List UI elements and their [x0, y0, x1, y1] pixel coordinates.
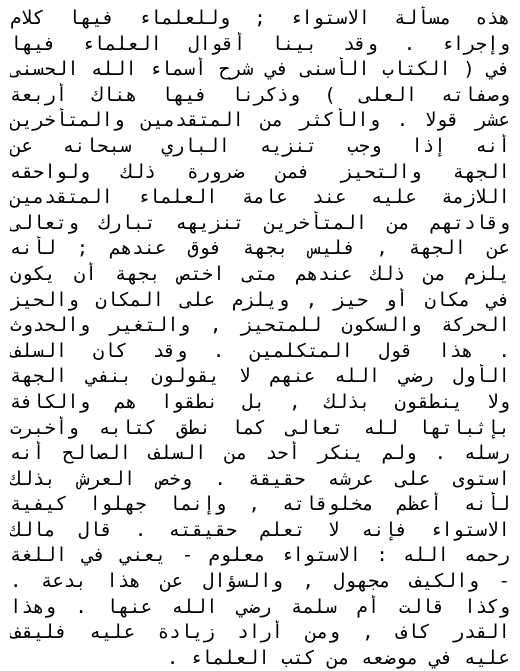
text-line-13: الحركة والسكون للمتحيز , والتغير والحدوث — [10, 314, 510, 337]
text-line-19: استوى على عرشه حقيقة . وخص العرش بذلك — [10, 467, 510, 490]
text-line-11: يلزم من ذلك عندهم متى اختص بجهة أن يكون — [10, 262, 510, 285]
text-line-1: هذه مسألة الاستواء ; وللعلماء فيها كلام — [10, 7, 510, 29]
text-line-22: رحمه الله : الاستواء معلوم - يعني في اللغة — [10, 544, 510, 567]
text-line-12: في مكان أو حيز , ويلزم على المكان والحيز — [10, 288, 510, 311]
text-line-17: بإثباتها لله تعالى كما نطق كتابه وأخبرت — [10, 416, 510, 439]
arabic-text-body — [10, 6, 510, 671]
text-line-20: لأنه أعظم مخلوقاته , وإنما جهلوا كيفية — [10, 493, 510, 516]
text-line-8: اللازمة عليه عند عامة العلماء المتقدمين — [10, 186, 510, 209]
text-line-16: ولا ينطقون بذلك , بل نطقوا هم والكافة — [10, 390, 510, 413]
text-line-2: وإجراء . وقد بينا أقوال العلماء فيها — [10, 32, 510, 55]
text-line-23: - والكيف مجهول , والسؤال عن هذا بدعة . — [10, 570, 510, 593]
text-line-26: عليه في موضعه من كتب العلماء . — [166, 646, 510, 669]
text-line-15: الأول رضي الله عنهم لا يقولون بنفي الجهة — [10, 365, 510, 388]
text-line-9: وقادتهم من المتأخرين تنزيهه تبارك وتعالى — [10, 211, 510, 234]
text-line-3: في ( الكتاب الأسنى في شرح أسماء الله الحسنى — [10, 58, 510, 81]
text-line-21: الاستواء فإنه لا تعلم حقيقته . قال مالك — [10, 518, 510, 541]
text-line-6: أنه إذا وجب تنزيه الباري سبحانه عن — [10, 134, 510, 157]
text-line-10: عن الجهة , فليس بجهة فوق عندهم ; لأنه — [10, 237, 510, 260]
text-line-14: . هذا قول المتكلمين . وقد كان السلف — [10, 339, 510, 362]
text-line-4: وصفاته العلى ) وذكرنا فيها هناك أربعة — [10, 83, 510, 106]
text-line-18: رسله . ولم ينكر أحد من السلف الصالح أنه — [10, 442, 510, 465]
text-line-25: القدر كاف , ومن أراد زيادة عليه فليقف — [10, 621, 510, 644]
text-line-7: الجهة والتحيز فمن ضرورة ذلك ولواحقه — [10, 160, 510, 183]
text-line-24: وكذا قالت أم سلمة رضي الله عنها . وهذا — [10, 595, 510, 618]
text-line-5: عشر قولا . والأكثر من المتقدمين والمتأخرين — [10, 109, 510, 132]
